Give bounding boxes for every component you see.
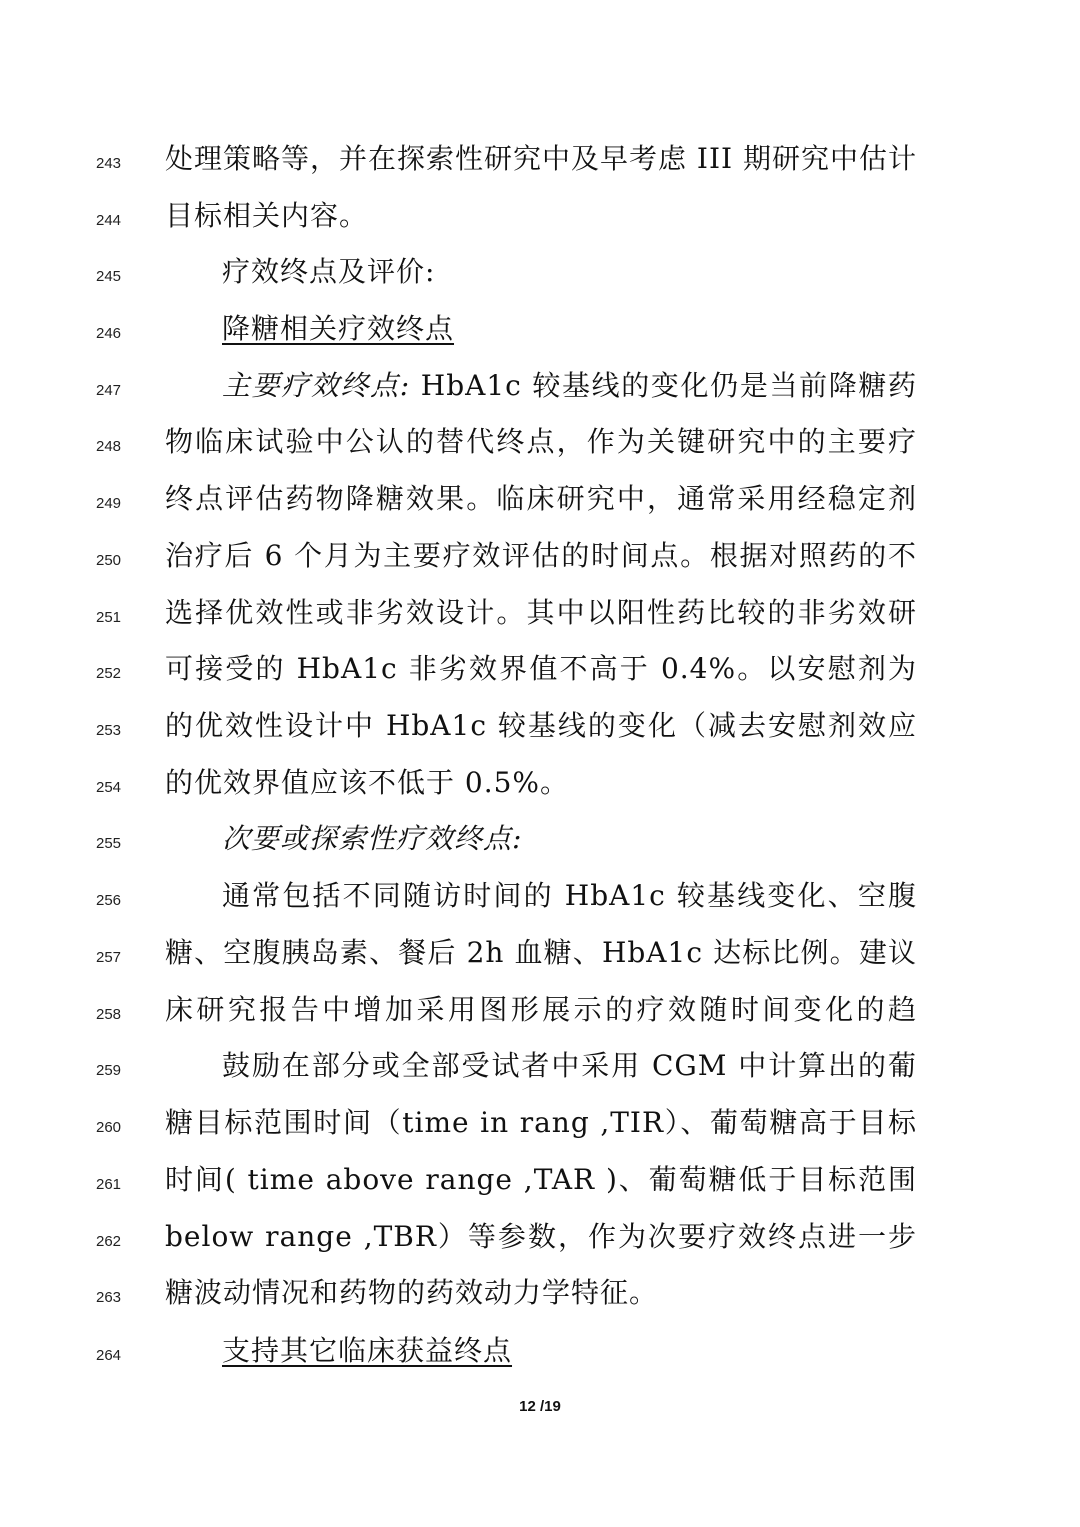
text-line xyxy=(0,643,1080,700)
text-line xyxy=(0,1267,1080,1324)
text-line xyxy=(0,1211,1080,1268)
text-line xyxy=(0,870,1080,927)
line-number: 243 xyxy=(96,155,122,172)
line-number: 251 xyxy=(96,609,122,626)
line-number: 259 xyxy=(96,1062,122,1079)
text-line xyxy=(0,700,1080,757)
paragraph-text: 的优效界值应该不低于 0.5%。 xyxy=(165,766,570,799)
paragraph-text: 通常包括不同随访时间的 HbA1c 较基线变化、空腹 xyxy=(222,879,917,912)
text-line xyxy=(0,416,1080,473)
line-number: 255 xyxy=(96,835,122,852)
line-number: 250 xyxy=(96,552,122,569)
paragraph-text: 物临床试验中公认的替代终点，作为关键研究中的主要疗 xyxy=(165,425,917,458)
section-heading: 疗效终点及评价: xyxy=(222,255,436,288)
text-line xyxy=(0,360,1080,417)
term-text: HbA1c 较基线的变化仍是当前降糖药 xyxy=(410,369,917,402)
text-line xyxy=(0,303,1080,360)
paragraph-text: 治疗后 6 个月为主要疗效评估的时间点。根据对照药的不 xyxy=(165,539,917,572)
paragraph-text: 的优效性设计中 HbA1c 较基线的变化（减去安慰剂效应 xyxy=(165,709,917,742)
line-number: 248 xyxy=(96,438,122,455)
line-number: 254 xyxy=(96,779,122,796)
paragraph-text: 时间( time above range ,TAR )、葡萄糖低于目标范围 xyxy=(165,1163,917,1196)
text-line xyxy=(0,927,1080,984)
line-number: 264 xyxy=(96,1347,122,1364)
paragraph-text: 选择优效性或非劣效设计。其中以阳性药比较的非劣效研 xyxy=(165,596,917,629)
paragraph-text: 鼓励在部分或全部受试者中采用 CGM 中计算出的葡 xyxy=(222,1049,917,1082)
term-label: 主要疗效终点: xyxy=(222,369,411,402)
line-number: 249 xyxy=(96,495,122,512)
text-line xyxy=(0,1154,1080,1211)
line-number: 257 xyxy=(96,949,122,966)
line-number: 252 xyxy=(96,665,122,682)
text-line xyxy=(0,984,1080,1041)
text-line xyxy=(0,757,1080,814)
subsection-heading: 支持其它临床获益终点 xyxy=(222,1334,513,1367)
line-number: 245 xyxy=(96,268,122,285)
line-number: 244 xyxy=(96,212,122,229)
paragraph-text: 目标相关内容。 xyxy=(165,199,369,232)
paragraph-text: 糖、空腹胰岛素、餐后 2h 血糖、HbA1c 达标比例。建议 xyxy=(165,936,917,969)
text-line xyxy=(0,1325,1080,1382)
line-number: 246 xyxy=(96,325,122,342)
text-line xyxy=(0,246,1080,303)
paragraph-text: 处理策略等，并在探索性研究中及早考虑 III 期研究中估计 xyxy=(165,142,917,175)
line-number: 256 xyxy=(96,892,122,909)
text-line xyxy=(0,133,1080,190)
text-line xyxy=(0,587,1080,644)
subsection-heading: 次要或探索性疗效终点: xyxy=(222,822,523,855)
text-line xyxy=(0,1097,1080,1154)
line-number: 258 xyxy=(96,1006,122,1023)
paragraph-text xyxy=(222,366,917,406)
paragraph-text: below range ,TBR）等参数，作为次要疗效终点进一步 xyxy=(165,1220,917,1253)
paragraph-text: 糖目标范围时间（time in rang ,TIR）、葡萄糖高于目标 xyxy=(165,1106,917,1139)
text-line xyxy=(0,1040,1080,1097)
page-number: 12 /19 xyxy=(519,1398,561,1415)
subsection-heading: 降糖相关疗效终点 xyxy=(222,312,455,345)
text-line xyxy=(0,530,1080,587)
text-line xyxy=(0,190,1080,247)
line-number: 253 xyxy=(96,722,122,739)
paragraph-text: 终点评估药物降糖效果。临床研究中，通常采用经稳定剂 xyxy=(165,482,917,515)
text-line xyxy=(0,813,1080,870)
line-number: 247 xyxy=(96,382,122,399)
line-number: 262 xyxy=(96,1233,122,1250)
line-number: 260 xyxy=(96,1119,122,1136)
line-number: 263 xyxy=(96,1289,122,1306)
paragraph-text: 糖波动情况和药物的药效动力学特征。 xyxy=(165,1276,659,1309)
text-line xyxy=(0,473,1080,530)
line-number: 261 xyxy=(96,1176,122,1193)
paragraph-text: 可接受的 HbA1c 非劣效界值不高于 0.4%。以安慰剂为 xyxy=(165,652,917,685)
paragraph-text: 床研究报告中增加采用图形展示的疗效随时间变化的趋 xyxy=(165,993,917,1026)
